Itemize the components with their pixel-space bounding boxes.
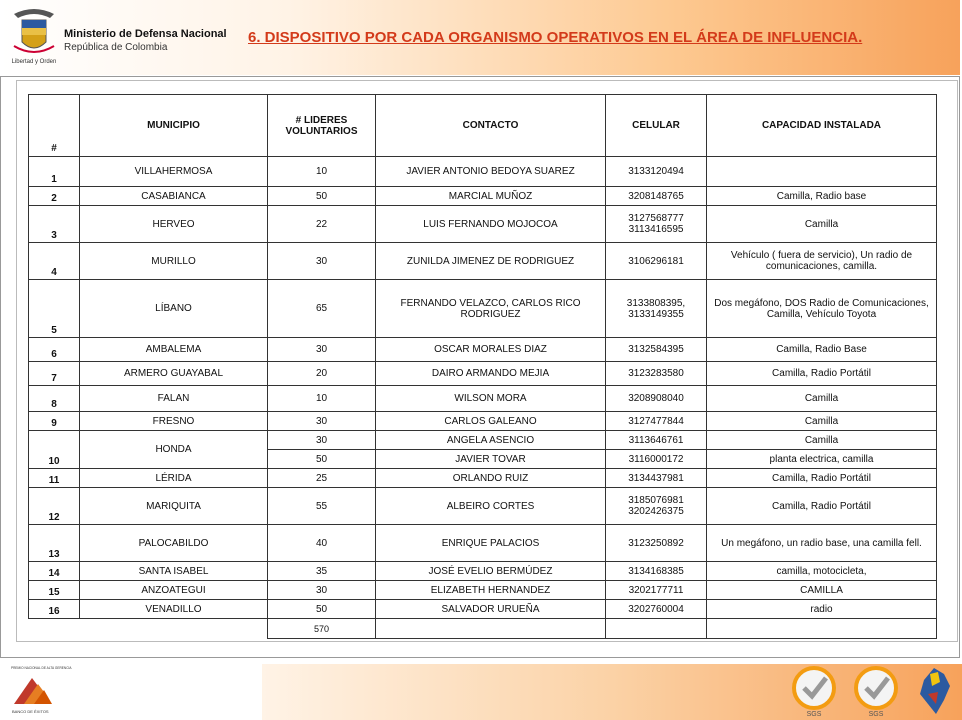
cell-celular: 3202760004 bbox=[606, 600, 707, 619]
cell-celular: 3123283580 bbox=[606, 362, 707, 386]
cell-lideres: 10 bbox=[268, 157, 376, 187]
cell-capacidad: Camilla, Radio Portátil bbox=[707, 488, 937, 525]
row-number: 9 bbox=[29, 412, 80, 431]
row-number: 8 bbox=[29, 386, 80, 412]
cell-capacidad: planta electrica, camilla bbox=[707, 450, 937, 469]
cell-municipio: ARMERO GUAYABAL bbox=[80, 362, 268, 386]
cell-contacto: DAIRO ARMANDO MEJIA bbox=[376, 362, 606, 386]
cell-municipio: AMBALEMA bbox=[80, 338, 268, 362]
cell-lideres: 35 bbox=[268, 562, 376, 581]
cell-contacto: LUIS FERNANDO MOJOCOA bbox=[376, 206, 606, 243]
cell-municipio: LÍBANO bbox=[80, 280, 268, 338]
cell-capacidad: Camilla, Radio Portátil bbox=[707, 362, 937, 386]
cell-municipio: FALAN bbox=[80, 386, 268, 412]
cell-lideres: 55 bbox=[268, 488, 376, 525]
header-number: # bbox=[29, 95, 80, 157]
cell-capacidad: Camilla bbox=[707, 431, 937, 450]
cell-celular: 3202177711 bbox=[606, 581, 707, 600]
table-row bbox=[29, 187, 937, 206]
table-row bbox=[29, 412, 937, 431]
cell-celular: 3116000172 bbox=[606, 450, 707, 469]
cell-capacidad: Dos megáfono, DOS Radio de Comunicaciones, Camilla, Vehículo Toyota bbox=[707, 280, 937, 338]
sgs-label: SGS bbox=[806, 711, 822, 718]
cell-capacidad: CAMILLA bbox=[707, 581, 937, 600]
cell-celular: 3208148765 bbox=[606, 187, 707, 206]
ministry-name: Ministerio de Defensa Nacional bbox=[64, 28, 227, 40]
page-title: 6. DISPOSITIVO POR CADA ORGANISMO OPERATIVOS EN EL ÁREA DE INFLUENCIA. bbox=[248, 29, 863, 46]
cell-municipio: FRESNO bbox=[80, 412, 268, 431]
cell-contacto: ANGELA ASENCIO bbox=[376, 431, 606, 450]
cell-contacto: OSCAR MORALES DIAZ bbox=[376, 338, 606, 362]
banco-exitos-text: BANCO DE ÉXITOS bbox=[12, 709, 49, 714]
table-row bbox=[29, 206, 937, 243]
cell-contacto: ORLANDO RUIZ bbox=[376, 469, 606, 488]
cell-lideres: 25 bbox=[268, 469, 376, 488]
table-row bbox=[29, 157, 937, 187]
table-row bbox=[29, 488, 937, 525]
header-contacto: CONTACTO bbox=[376, 95, 606, 157]
republic-name: República de Colombia bbox=[64, 42, 168, 53]
cell-capacidad: Camilla bbox=[707, 412, 937, 431]
operatives-table bbox=[28, 94, 937, 639]
cell-capacidad: camilla, motocicleta, bbox=[707, 562, 937, 581]
row-number: 14 bbox=[29, 562, 80, 581]
cell-lideres: 30 bbox=[268, 431, 376, 450]
cell-contacto: JAVIER ANTONIO BEDOYA SUAREZ bbox=[376, 157, 606, 187]
premio-logo-text: PREMIO NACIONAL DE ALTA GERENCIA bbox=[11, 666, 72, 670]
header-capacidad: CAPACIDAD INSTALADA bbox=[707, 95, 937, 157]
crest-motto: Libertad y Orden bbox=[11, 59, 57, 65]
row-number: 15 bbox=[29, 581, 80, 600]
cell-lideres: 22 bbox=[268, 206, 376, 243]
row-number: 2 bbox=[29, 187, 80, 206]
cell-capacidad: Camilla bbox=[707, 206, 937, 243]
row-number: 10 bbox=[29, 431, 80, 469]
cell-capacidad: Un megáfono, un radio base, una camilla fell. bbox=[707, 525, 937, 562]
cell-municipio: HERVEO bbox=[80, 206, 268, 243]
header-municipio: MUNICIPIO bbox=[80, 95, 268, 157]
cell-municipio: LÉRIDA bbox=[80, 469, 268, 488]
cell-contacto: CARLOS GALEANO bbox=[376, 412, 606, 431]
table-row bbox=[29, 431, 937, 450]
cell-celular: 3185076981 3202426375 bbox=[606, 488, 707, 525]
sgs-label: SGS bbox=[868, 711, 884, 718]
cell-lideres: 50 bbox=[268, 187, 376, 206]
cell-municipio: VILLAHERMOSA bbox=[80, 157, 268, 187]
row-number: 12 bbox=[29, 488, 80, 525]
cell-municipio: ANZOATEGUI bbox=[80, 581, 268, 600]
cell-municipio: MURILLO bbox=[80, 243, 268, 280]
cell-capacidad: Camilla, Radio base bbox=[707, 187, 937, 206]
cell-capacidad: Camilla bbox=[707, 386, 937, 412]
cell-lideres: 50 bbox=[268, 450, 376, 469]
row-number: 5 bbox=[29, 280, 80, 338]
cell-capacidad: Camilla, Radio Base bbox=[707, 338, 937, 362]
cell-municipio: HONDA bbox=[80, 431, 268, 469]
colombia-crest-icon bbox=[10, 6, 58, 66]
cell-contacto: MARCIAL MUÑOZ bbox=[376, 187, 606, 206]
cell-lideres: 10 bbox=[268, 386, 376, 412]
row-number: 1 bbox=[29, 157, 80, 187]
row-number: 11 bbox=[29, 469, 80, 488]
cell-celular: 3134437981 bbox=[606, 469, 707, 488]
table-row bbox=[29, 280, 937, 338]
cell-contacto: ZUNILDA JIMENEZ DE RODRIGUEZ bbox=[376, 243, 606, 280]
row-number: 6 bbox=[29, 338, 80, 362]
table-row bbox=[29, 562, 937, 581]
cell-contacto: FERNANDO VELAZCO, CARLOS RICO RODRIGUEZ bbox=[376, 280, 606, 338]
total-row bbox=[29, 619, 937, 639]
cell-lideres: 30 bbox=[268, 412, 376, 431]
table-row bbox=[29, 469, 937, 488]
cell-contacto: JAVIER TOVAR bbox=[376, 450, 606, 469]
cell-lideres: 30 bbox=[268, 338, 376, 362]
cell-municipio: MARIQUITA bbox=[80, 488, 268, 525]
premio-alta-gerencia-logo bbox=[8, 664, 72, 716]
row-number: 7 bbox=[29, 362, 80, 386]
cell-lideres: 30 bbox=[268, 243, 376, 280]
cell-total: 570 bbox=[268, 619, 376, 639]
cell-celular: 3133120494 bbox=[606, 157, 707, 187]
cell-contacto: ENRIQUE PALACIOS bbox=[376, 525, 606, 562]
table-row bbox=[29, 525, 937, 562]
table-row bbox=[29, 386, 937, 412]
cell-capacidad: Vehículo ( fuera de servicio), Un radio de comunicaciones, camilla. bbox=[707, 243, 937, 280]
sgs-cert-icon bbox=[786, 664, 842, 718]
cell-municipio: CASABIANCA bbox=[80, 187, 268, 206]
row-number: 3 bbox=[29, 206, 80, 243]
cell-contacto: ELIZABETH HERNANDEZ bbox=[376, 581, 606, 600]
row-number: 16 bbox=[29, 600, 80, 619]
cell-celular: 3123250892 bbox=[606, 525, 707, 562]
row-number: 13 bbox=[29, 525, 80, 562]
colombia-map-logo-icon bbox=[910, 664, 958, 718]
cell-celular: 3106296181 bbox=[606, 243, 707, 280]
cell-celular: 3127477844 bbox=[606, 412, 707, 431]
cell-lideres: 50 bbox=[268, 600, 376, 619]
cell-celular: 3133808395, 3133149355 bbox=[606, 280, 707, 338]
table-row bbox=[29, 338, 937, 362]
cell-celular: 3127568777 3113416595 bbox=[606, 206, 707, 243]
table-row bbox=[29, 600, 937, 619]
cell-lideres: 40 bbox=[268, 525, 376, 562]
cell-contacto: WILSON MORA bbox=[376, 386, 606, 412]
cell-capacidad: radio bbox=[707, 600, 937, 619]
cell-lideres: 20 bbox=[268, 362, 376, 386]
table-row bbox=[29, 362, 937, 386]
cell-lideres: 30 bbox=[268, 581, 376, 600]
cell-celular: 3132584395 bbox=[606, 338, 707, 362]
cell-lideres: 65 bbox=[268, 280, 376, 338]
header-celular: CELULAR bbox=[606, 95, 707, 157]
sgs-cert-icon bbox=[848, 664, 904, 718]
cell-celular: 3113646761 bbox=[606, 431, 707, 450]
cell-capacidad: Camilla, Radio Portátil bbox=[707, 469, 937, 488]
row-number: 4 bbox=[29, 243, 80, 280]
cell-celular: 3134168385 bbox=[606, 562, 707, 581]
cell-contacto: SALVADOR URUEÑA bbox=[376, 600, 606, 619]
cell-municipio: SANTA ISABEL bbox=[80, 562, 268, 581]
cell-contacto: ALBEIRO CORTES bbox=[376, 488, 606, 525]
cell-contacto: JOSÉ EVELIO BERMÚDEZ bbox=[376, 562, 606, 581]
cell-municipio: PALOCABILDO bbox=[80, 525, 268, 562]
header-lideres: # LIDERES VOLUNTARIOS bbox=[268, 95, 376, 157]
table-row bbox=[29, 581, 937, 600]
cell-municipio: VENADILLO bbox=[80, 600, 268, 619]
cell-capacidad bbox=[707, 157, 937, 187]
table-row bbox=[29, 243, 937, 280]
cell-celular: 3208908040 bbox=[606, 386, 707, 412]
